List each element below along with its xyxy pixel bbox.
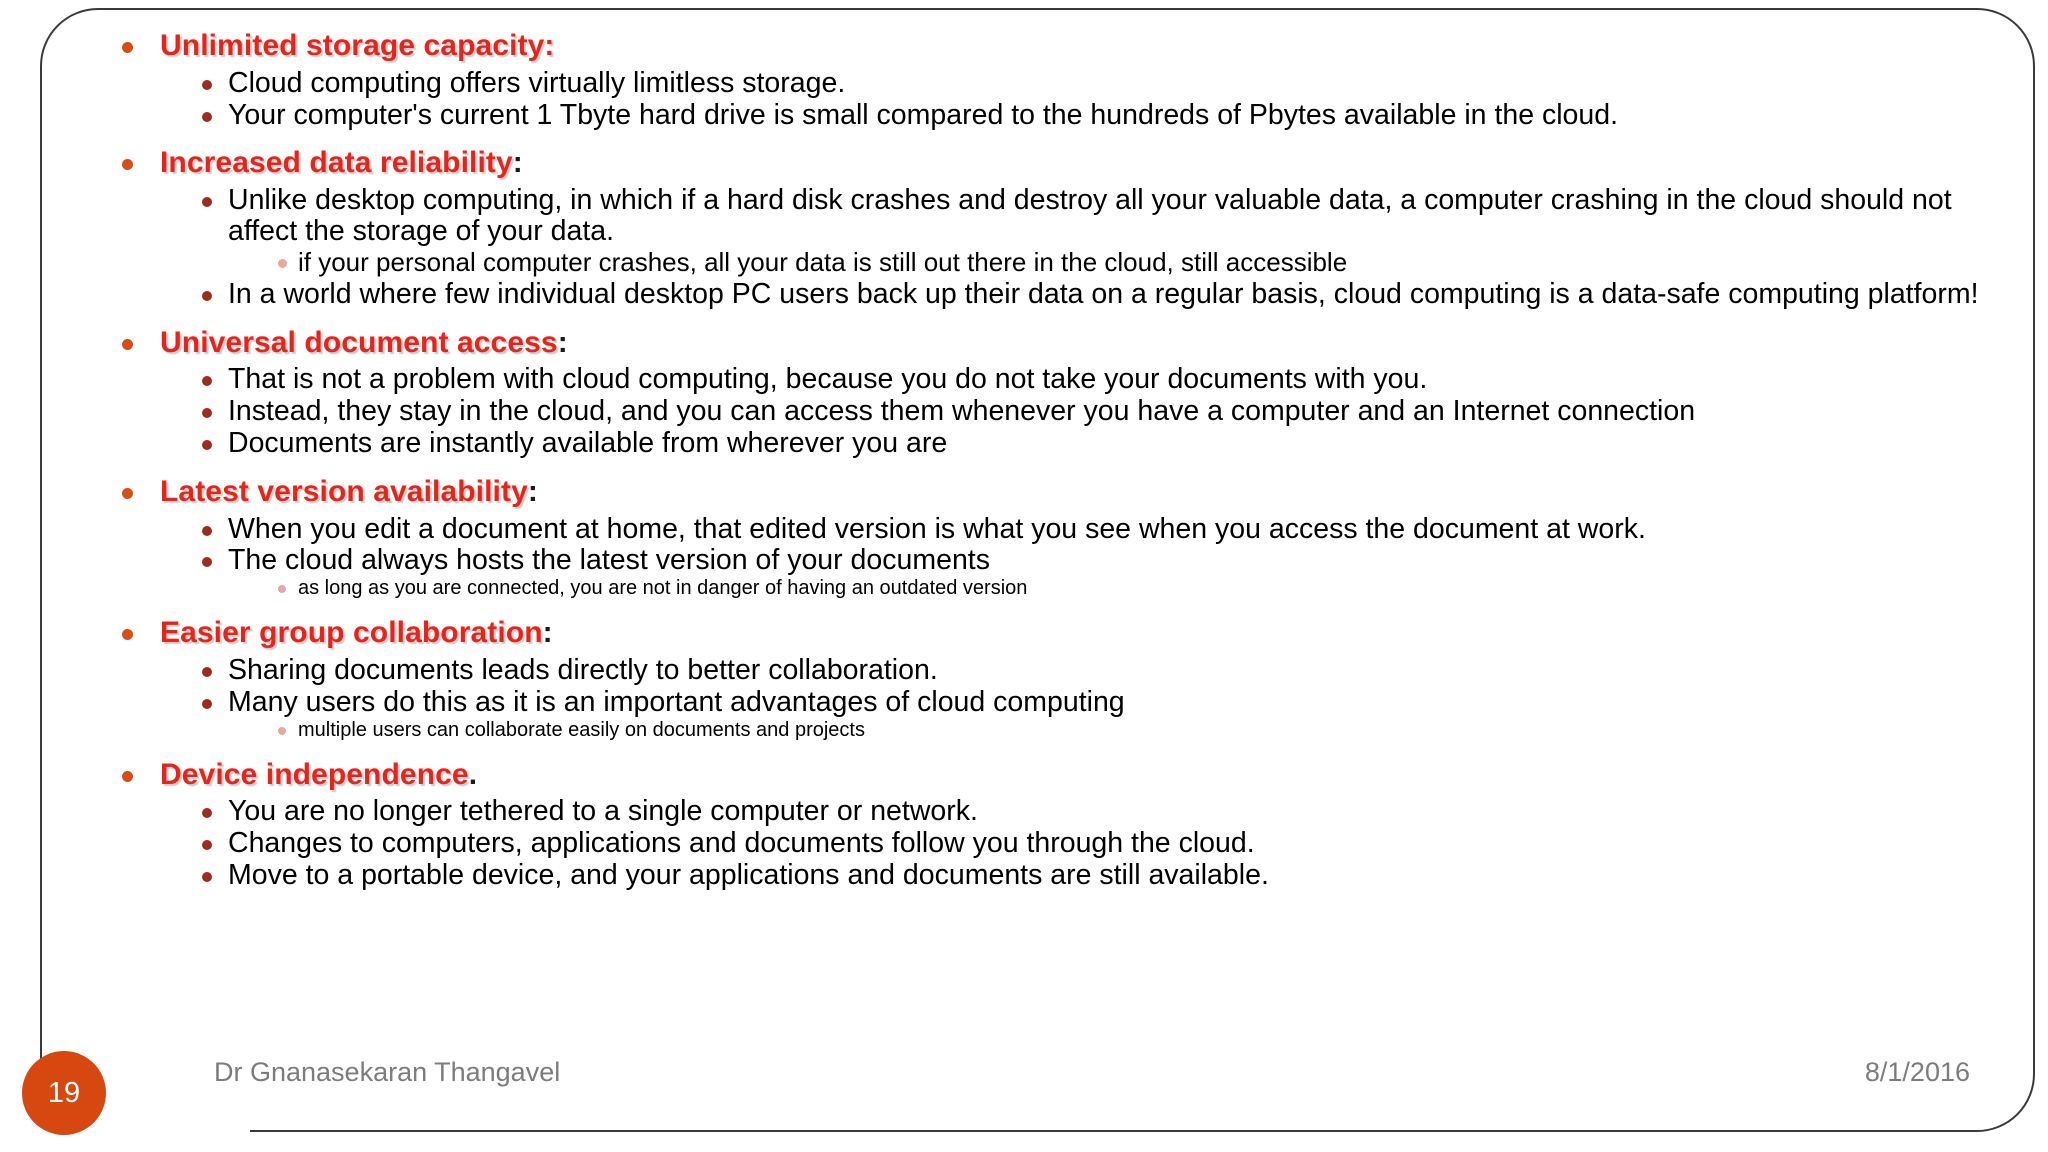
section-heading-punctuation: : — [544, 29, 555, 62]
bullet-item — [160, 860, 1992, 891]
bullet-item — [160, 828, 1992, 859]
bullet-level2-icon — [202, 840, 212, 850]
bullet-item — [160, 100, 1992, 131]
sub-bullet-list — [160, 68, 1992, 131]
bullet-level1-icon — [122, 159, 133, 170]
bullet-level2-icon — [202, 291, 212, 301]
sub-bullet-item-text: multiple users can collaborate easily on documents and projects — [298, 718, 865, 741]
bullet-item-text: Cloud computing offers virtually limitless storage. — [228, 66, 846, 99]
bullet-item-text: Unlike desktop computing, in which if a hard disk crashes and destroy all your valuable data, a computer crashing in the cloud should not affect the storage of your data. — [228, 184, 1952, 248]
bullet-item-text: Documents are instantly available from wherever you are — [228, 426, 948, 459]
sub-bullet-item-text: if your personal computer crashes, all your data is still out there in the cloud, still accessible — [298, 246, 1348, 277]
sub-bullet-list — [160, 185, 1992, 309]
section-heading-punctuation: : — [557, 325, 568, 359]
slide-number-badge — [22, 1051, 106, 1135]
section-heading-punctuation: . — [468, 757, 478, 791]
bullet-item-text: That is not a problem with cloud computing, because you do not take your documents with you. — [228, 363, 1428, 396]
bullet-item — [160, 514, 1992, 545]
section-heading-text: Device independence — [160, 757, 469, 791]
bullet-level3-icon — [278, 259, 287, 268]
bullet-item-text: In a world where few individual desktop PC users back up their data on a regular basis, cloud computing is a data-safe computing platform! — [228, 277, 1979, 310]
bullet-level2-icon — [202, 80, 212, 90]
bullet-level1-icon — [122, 339, 133, 350]
bullet-item-text: Your computer's current 1 Tbyte hard drive is small compared to the hundreds of Pbytes available in the cloud. — [228, 98, 1619, 131]
section-heading-item — [92, 323, 1992, 459]
bullet-item — [160, 68, 1992, 99]
section-heading-item — [92, 613, 1992, 741]
sub-sub-bullet-list — [228, 577, 1992, 600]
bullet-item-text: When you edit a document at home, that edited version is what you see when you access the document at work. — [228, 512, 1646, 545]
sub-bullet-item — [228, 719, 1992, 742]
section-heading-item — [92, 26, 1992, 130]
bullet-item-text: Instead, they stay in the cloud, and you can access them whenever you have a computer and an Internet connection — [228, 395, 1696, 428]
bullet-item-text: Many users do this as it is an important advantages of cloud computing — [228, 685, 1125, 718]
sub-bullet-list — [160, 796, 1992, 890]
bullet-item — [160, 279, 1992, 310]
slide-body-content — [92, 26, 1992, 893]
bullet-item — [160, 796, 1992, 827]
bullet-level2-icon — [202, 699, 212, 709]
section-heading-text: Easier group collaboration — [160, 616, 543, 650]
bullet-item — [160, 545, 1992, 600]
bullet-level2-icon — [202, 526, 212, 536]
bullet-item-text: Sharing documents leads directly to better collaboration. — [228, 654, 938, 686]
sub-bullet-item — [228, 577, 1992, 600]
footer-author: Dr Gnanasekaran Thangavel — [214, 1057, 561, 1087]
bullet-level2-icon — [202, 667, 212, 677]
sub-bullet-item-text: as long as you are connected, you are not in danger of having an outdated version — [298, 577, 1028, 600]
section-heading-item — [92, 472, 1992, 600]
sub-bullet-list — [160, 364, 1992, 458]
bullet-level2-icon — [202, 197, 212, 207]
bullet-level2-icon — [202, 376, 212, 386]
section-heading-text: Unlimited storage capacity — [160, 29, 545, 62]
sub-bullet-list — [160, 514, 1992, 601]
bullet-level3-icon — [278, 585, 286, 593]
sub-bullet-list — [160, 655, 1992, 742]
footer-date: 8/1/2016 — [1864, 1057, 1970, 1087]
bullet-item-text: Move to a portable device, and your applications and documents are still available. — [228, 858, 1269, 891]
section-heading-punctuation: : — [527, 474, 538, 508]
bullet-level2-icon — [202, 557, 212, 567]
bullet-item — [160, 687, 1992, 742]
bullet-level3-icon — [278, 727, 286, 735]
bullet-level1-icon — [122, 771, 133, 782]
bullet-item — [160, 428, 1992, 459]
section-heading-text: Increased data reliability — [160, 146, 513, 180]
bullet-level2-icon — [202, 440, 212, 450]
sub-bullet-item — [228, 248, 1992, 278]
sub-sub-bullet-list — [228, 248, 1992, 278]
bullet-level2-icon — [202, 408, 212, 418]
section-heading-punctuation: : — [512, 146, 523, 180]
bullet-item — [160, 185, 1992, 277]
slide-number-label: 19 — [47, 1076, 81, 1109]
bullet-level2-icon — [202, 872, 212, 882]
bullet-level2-icon — [202, 112, 212, 122]
sub-sub-bullet-list — [228, 719, 1992, 742]
bullet-level1-icon — [122, 488, 133, 499]
section-heading-text: Latest version availability — [160, 474, 528, 508]
section-heading-item — [92, 755, 1992, 891]
section-heading-item — [92, 143, 1992, 309]
bullet-level2-icon — [202, 808, 212, 818]
bullet-level1-icon — [122, 629, 133, 640]
bullet-level1-icon — [122, 42, 133, 53]
bullet-item-text: You are no longer tethered to a single computer or network. — [228, 795, 978, 828]
bullet-item — [160, 396, 1992, 427]
bullet-item — [160, 364, 1992, 395]
section-heading-punctuation: : — [542, 616, 553, 650]
bullet-item-text: Changes to computers, applications and documents follow you through the cloud. — [228, 827, 1255, 860]
bullet-item-text: The cloud always hosts the latest version of your documents — [228, 544, 990, 577]
section-heading-text: Universal document access — [160, 325, 558, 359]
bullet-item — [160, 655, 1992, 686]
bullet-outline — [92, 26, 1992, 891]
